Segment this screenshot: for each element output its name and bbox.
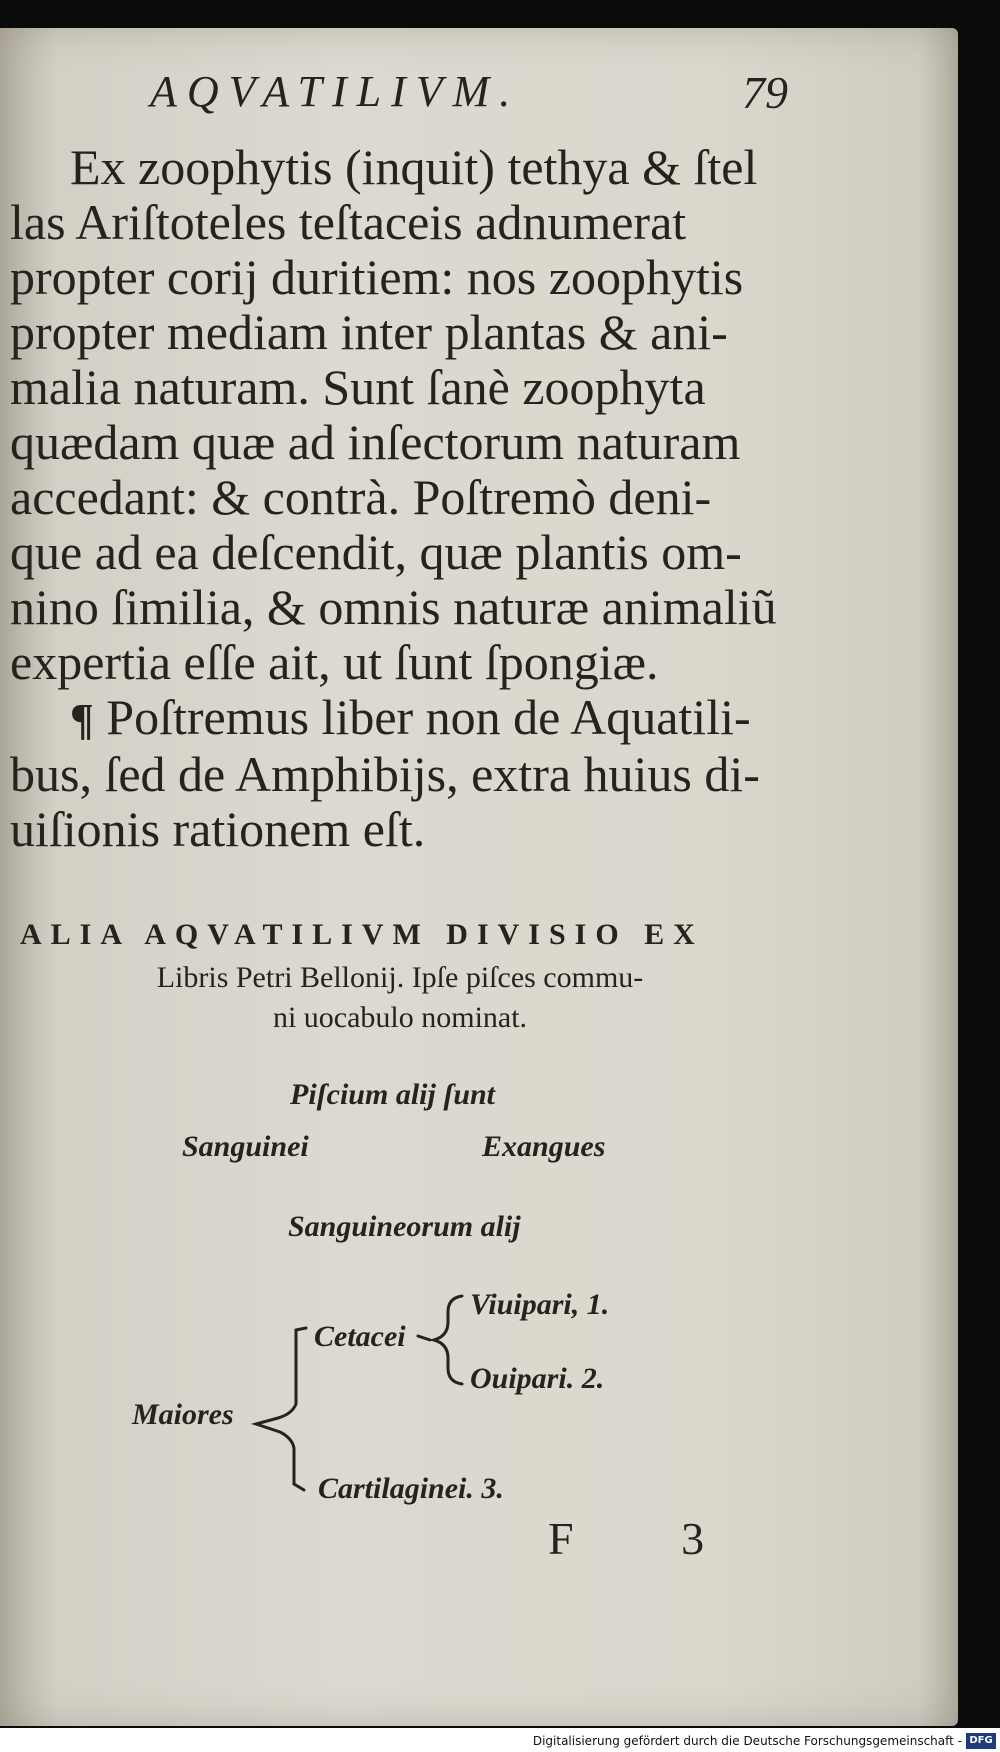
footer-bar: [0, 1728, 1000, 1752]
page-header: [150, 66, 800, 136]
text-line: las Ariſtoteles teſtaceis adnumerat: [10, 194, 687, 250]
text-line: propter corij duritiem: nos zoophytis: [10, 249, 744, 305]
diagram-sanguinei: Sanguinei: [182, 1130, 309, 1163]
diagram-cetacei: Cetacei: [314, 1320, 406, 1353]
text-line: accedant: & contrà. Poſtremò deni-: [10, 469, 712, 525]
running-title: AQVATILIVM.: [150, 67, 521, 116]
subheading-line: Libris Petri Bellonij. Ipſe piſces commu-: [156, 961, 644, 994]
text-line: Ex zoophytis (inquit) tethya & ſtel: [70, 139, 758, 195]
section-subheading: [0, 958, 800, 1038]
text-line: Poſtremus liber non de Aquatili-: [106, 689, 751, 745]
text-line: uiſionis rationem eſt.: [10, 801, 426, 857]
text-line: nino ſimilia, & omnis naturæ animaliũ: [10, 579, 777, 635]
page-number: 79: [742, 67, 788, 118]
footer-credit: Digitalisierung gefördert durch die Deutsche Forschungsgemeinschaft -: [532, 1734, 962, 1748]
text-line: bus, ſed de Amphibijs, extra huius di-: [10, 746, 760, 802]
subheading-line: ni uocabulo nominat.: [272, 1001, 528, 1034]
body-text: [10, 140, 790, 857]
paragraph-start: [10, 690, 790, 747]
pilcrow-mark: ¶: [70, 695, 94, 744]
diagram-root: Piſcium alij ſunt: [290, 1078, 496, 1111]
section-heading: ALIA AQVATILIVM DIVISIO EX: [20, 918, 704, 951]
diagram-viuipari: Viuipari, 1.: [470, 1288, 610, 1321]
text-line: expertia eſſe ait, ut ſunt ſpongiæ.: [10, 634, 659, 690]
text-line: malia naturam. Sunt ſanè zoophyta: [10, 359, 706, 415]
dfg-logo-icon: DFG: [966, 1733, 996, 1749]
text-line: quædam quæ ad inſectorum naturam: [10, 414, 741, 470]
diagram-sub-root: Sanguineorum alij: [288, 1210, 521, 1243]
signature-mark: F 3: [548, 1513, 753, 1564]
diagram-ouipari: Ouipari. 2.: [470, 1362, 605, 1395]
diagram-cartilaginei: Cartilaginei. 3.: [318, 1472, 504, 1505]
text-line: propter mediam inter plantas & ani-: [10, 304, 728, 360]
diagram-maiores: Maiores: [132, 1398, 234, 1431]
text-line: que ad ea deſcendit, quæ plantis om-: [10, 524, 742, 580]
diagram-exangues: Exangues: [482, 1130, 606, 1163]
